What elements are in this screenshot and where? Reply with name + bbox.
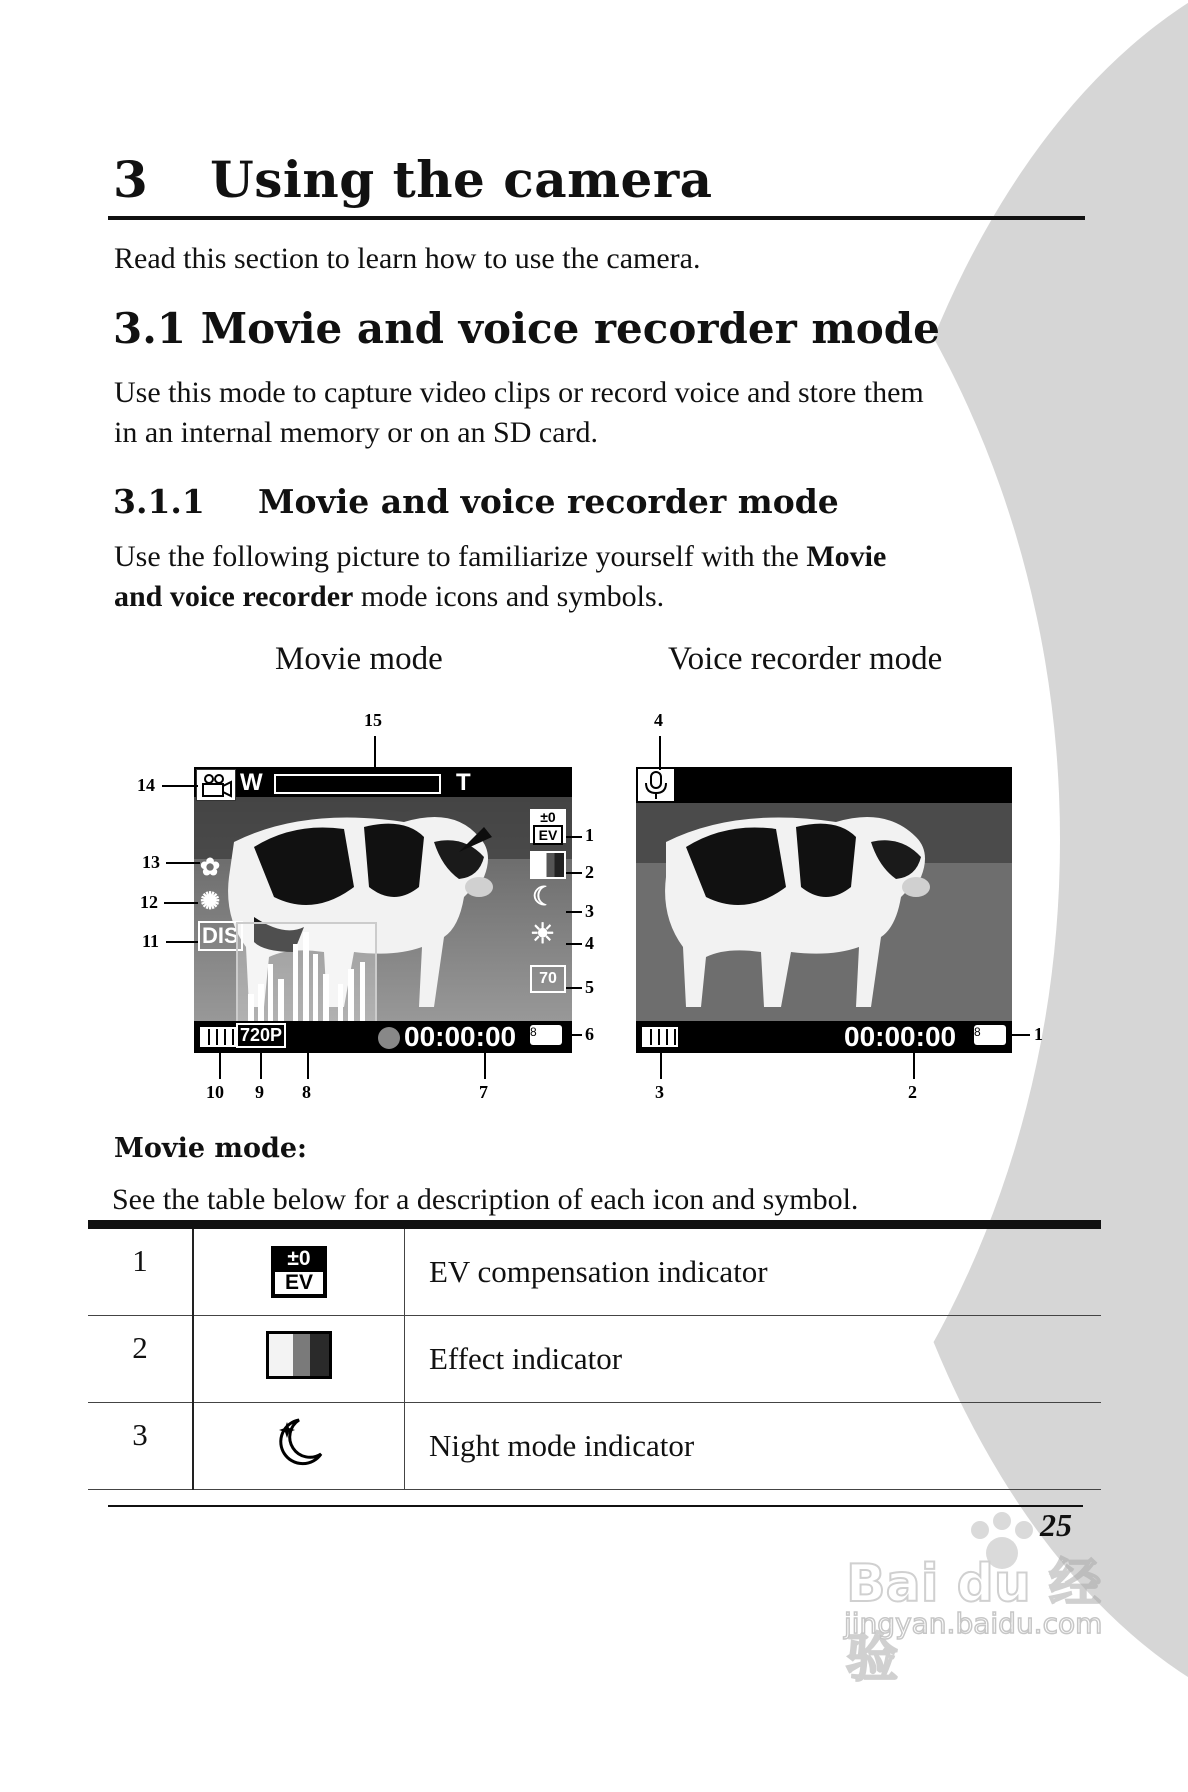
callout-13-line — [166, 862, 200, 864]
callout-12: 12 — [140, 892, 158, 912]
baidu-url-text: jingyan.baidu.com — [844, 1607, 1103, 1640]
movie-mode-heading: Movie mode: — [114, 1133, 308, 1164]
section-paragraph-line2: in an internal memory or on an SD card. — [114, 416, 599, 449]
movie-mode-caption: Movie mode — [275, 641, 443, 677]
movie-resolution-icon: 720P — [236, 1023, 286, 1048]
baidu-watermark — [840, 1505, 1140, 1689]
movie-ev-bottom: EV — [533, 825, 563, 845]
callout-10: 10 — [206, 1082, 224, 1102]
page-number: 25 — [1040, 1507, 1072, 1543]
callout-2-line — [566, 872, 582, 874]
baidu-logo-text: Bai du 经验 — [846, 1554, 1101, 1689]
voice-callout-3-line — [660, 1053, 662, 1079]
callout-6-line — [566, 1034, 582, 1036]
zoom-tele-label: T — [456, 769, 471, 796]
callout-2: 2 — [585, 862, 594, 882]
callout-4: 4 — [585, 933, 594, 953]
movie-ev-top: ±0 — [540, 809, 556, 825]
callout-8: 8 — [302, 1082, 311, 1102]
ev-icon-bottom-text: EV — [275, 1272, 323, 1294]
voice-top-bar — [636, 767, 1012, 801]
movie-record-dot-icon — [378, 1027, 400, 1049]
table-top-rule — [88, 1220, 1101, 1229]
subsection-paragraph — [114, 537, 886, 577]
chapter-intro: Read this section to learn how to use the camera. — [114, 242, 701, 275]
callout-6: 6 — [585, 1024, 594, 1044]
ev-compensation-icon — [193, 1229, 405, 1316]
callout-10-line — [219, 1053, 221, 1079]
table-row-number: 3 — [88, 1403, 193, 1490]
chapter-number: 3 — [113, 150, 149, 209]
section-paragraph-line1: Use this mode to capture video clips or record voice and store them — [114, 376, 924, 409]
voice-mode-screen — [636, 767, 1012, 1053]
callout-15-line — [374, 736, 376, 772]
table-row — [88, 1403, 1101, 1490]
voice-sd-card-icon: 8 — [974, 1025, 1006, 1045]
callout-7-line — [484, 1053, 486, 1079]
table-row-description: EV compensation indicator — [405, 1229, 1102, 1316]
callout-4-line — [566, 943, 582, 945]
chapter-rule — [108, 216, 1085, 220]
movie-battery-icon — [200, 1027, 236, 1047]
callout-11: 11 — [142, 931, 160, 951]
callout-14: 14 — [137, 775, 155, 795]
zoom-bar — [274, 774, 441, 794]
movie-dis-icon: DIS — [198, 921, 243, 951]
subsection-paragraph-a: Use the following picture to familiarize yourself with the — [114, 540, 807, 573]
table-row-number: 1 — [88, 1229, 193, 1316]
night-mode-icon — [193, 1403, 405, 1490]
table-row-number: 2 — [88, 1316, 193, 1403]
voice-callout-4: 4 — [654, 710, 663, 730]
movie-flash-icon: ✺ — [200, 888, 221, 915]
voice-callout-2: 2 — [908, 1082, 917, 1102]
callout-13: 13 — [142, 852, 160, 872]
voice-microphone-icon — [638, 769, 674, 801]
table-row-description: Effect indicator — [405, 1316, 1102, 1403]
table-intro: See the table below for a description of each icon and symbol. — [112, 1183, 859, 1216]
subsection-paragraph-d: mode icons and symbols. — [353, 580, 665, 613]
movie-camera-icon — [196, 769, 236, 801]
voice-callout-1: 1 — [1034, 1024, 1043, 1044]
subsection-title-text: Movie and voice recorder mode — [258, 482, 839, 521]
callout-14-line — [162, 785, 198, 787]
callout-1: 1 — [585, 825, 594, 845]
section-title: 3.1 Movie and voice recorder mode — [113, 304, 940, 353]
icon-table — [88, 1229, 1101, 1490]
voice-cow-photo — [636, 767, 1012, 1053]
zoom-wide-label: W — [240, 769, 263, 796]
movie-wb-sun-icon: ☀ — [530, 918, 556, 949]
voice-callout-4-line — [659, 736, 661, 770]
voice-callout-1-line — [1010, 1034, 1030, 1036]
movie-effect-icon — [530, 851, 566, 879]
subsection-paragraph-bold2: and voice recorder — [114, 580, 354, 613]
callout-7: 7 — [479, 1082, 488, 1102]
subsection-paragraph-2 — [114, 577, 664, 617]
subsection-number: 3.1.1 — [113, 482, 205, 521]
movie-timer: 00:00:00 — [404, 1021, 517, 1052]
table-row-description: Night mode indicator — [405, 1403, 1102, 1490]
movie-ev-icon — [530, 809, 566, 843]
chapter-title-text: Using the camera — [210, 150, 713, 209]
movie-night-icon: ☾ — [532, 881, 556, 911]
movie-histogram — [236, 922, 377, 1023]
callout-15: 15 — [364, 710, 382, 730]
callout-12-line — [164, 902, 198, 904]
chapter-title — [113, 150, 713, 209]
movie-macro-icon: ✿ — [200, 854, 221, 881]
voice-battery-icon — [642, 1027, 678, 1047]
effect-icon — [193, 1316, 405, 1403]
table-row — [88, 1229, 1101, 1316]
callout-9-line — [260, 1053, 262, 1079]
subsection-title — [113, 482, 839, 521]
movie-sd-card-icon: 8 — [530, 1025, 562, 1045]
ev-icon-top-text: ±0 — [287, 1247, 311, 1270]
subsection-paragraph-bold1: Movie — [806, 540, 887, 573]
voice-callout-3: 3 — [655, 1082, 664, 1102]
callout-1-line — [566, 836, 582, 838]
voice-mode-caption: Voice recorder mode — [668, 641, 943, 677]
voice-timer: 00:00:00 — [844, 1021, 957, 1052]
callout-9: 9 — [255, 1082, 264, 1102]
callout-3-line — [566, 911, 582, 913]
callout-5-line — [566, 987, 582, 989]
voice-callout-2-line — [913, 1053, 915, 1079]
callout-3: 3 — [585, 901, 594, 921]
movie-quality-icon: 70 — [530, 965, 566, 993]
callout-8-line — [307, 1053, 309, 1079]
movie-mode-screen — [194, 767, 572, 1053]
callout-5: 5 — [585, 977, 594, 997]
callout-11-line — [166, 941, 198, 943]
table-row — [88, 1316, 1101, 1403]
